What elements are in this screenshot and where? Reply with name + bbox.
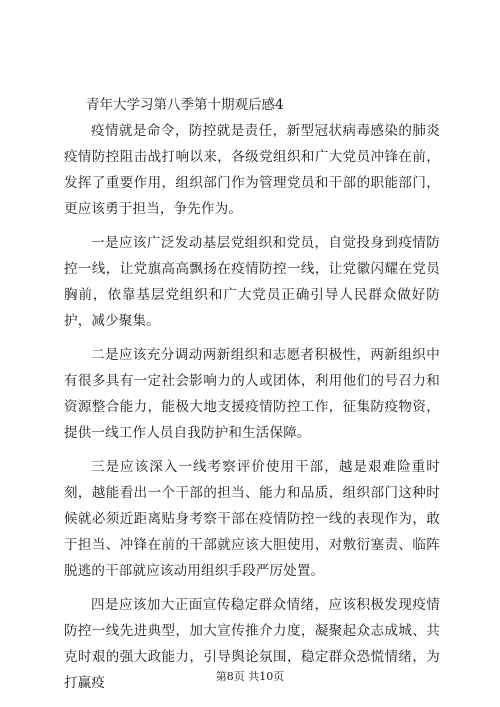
paragraph-point-one: 一是应该广泛发动基层党组织和党员，自觉投身到疫情防控一线，让党旗高高飘扬在疫情防控一线，让党徽闪耀在党员胸前，依靠基层党组织和广大党员正确引导人民群众做好防护，减少聚集。	[64, 235, 440, 329]
paragraph-point-three: 三是应该深入一线考察评价使用干部，越是艰难险重时刻，越能看出一个干部的担当、能力和品质，组织部门这种时候就必须近距离贴身考察干部在疫情防控一线的表现作为，敢于担当、冲锋在前的干部就应该大胆使用，对敷衍塞责、临阵脱逃的干部就应该动用组织手段严厉处置。	[64, 459, 440, 579]
paragraph-point-two: 二是应该充分调动两新组织和志愿者积极性，两新组织中有很多具有一定社会影响力的人或团体，利用他们的号召力和资源整合能力，能极大地支援疫情防控工作，征集防疫物资，提供一线工作人员自我防护和生活保障。	[64, 347, 440, 441]
document-title: 青年大学习第八季第十期观后感4	[86, 97, 284, 113]
page-number-footer: 第8页 共10页	[215, 670, 285, 683]
paragraph-intro: 疫情就是命令，防控就是责任，新型冠状病毒感染的肺炎疫情防控阻击战打响以来，各级党组织和广大党员冲锋在前，发挥了重要作用，组织部门作为管理党员和干部的职能部门，更应该勇于担当，争先作为。	[64, 123, 440, 217]
document-body	[64, 92, 440, 704]
paragraph-point-four: 四是应该加大正面宣传稳定群众情绪，应该积极发现疫情防控一线先进典型，加大宣传推介力度，凝聚起众志成城、共克时艰的强大政能力，引导舆论氛围，稳定群众恐慌情绪，为打赢疫	[64, 597, 440, 691]
